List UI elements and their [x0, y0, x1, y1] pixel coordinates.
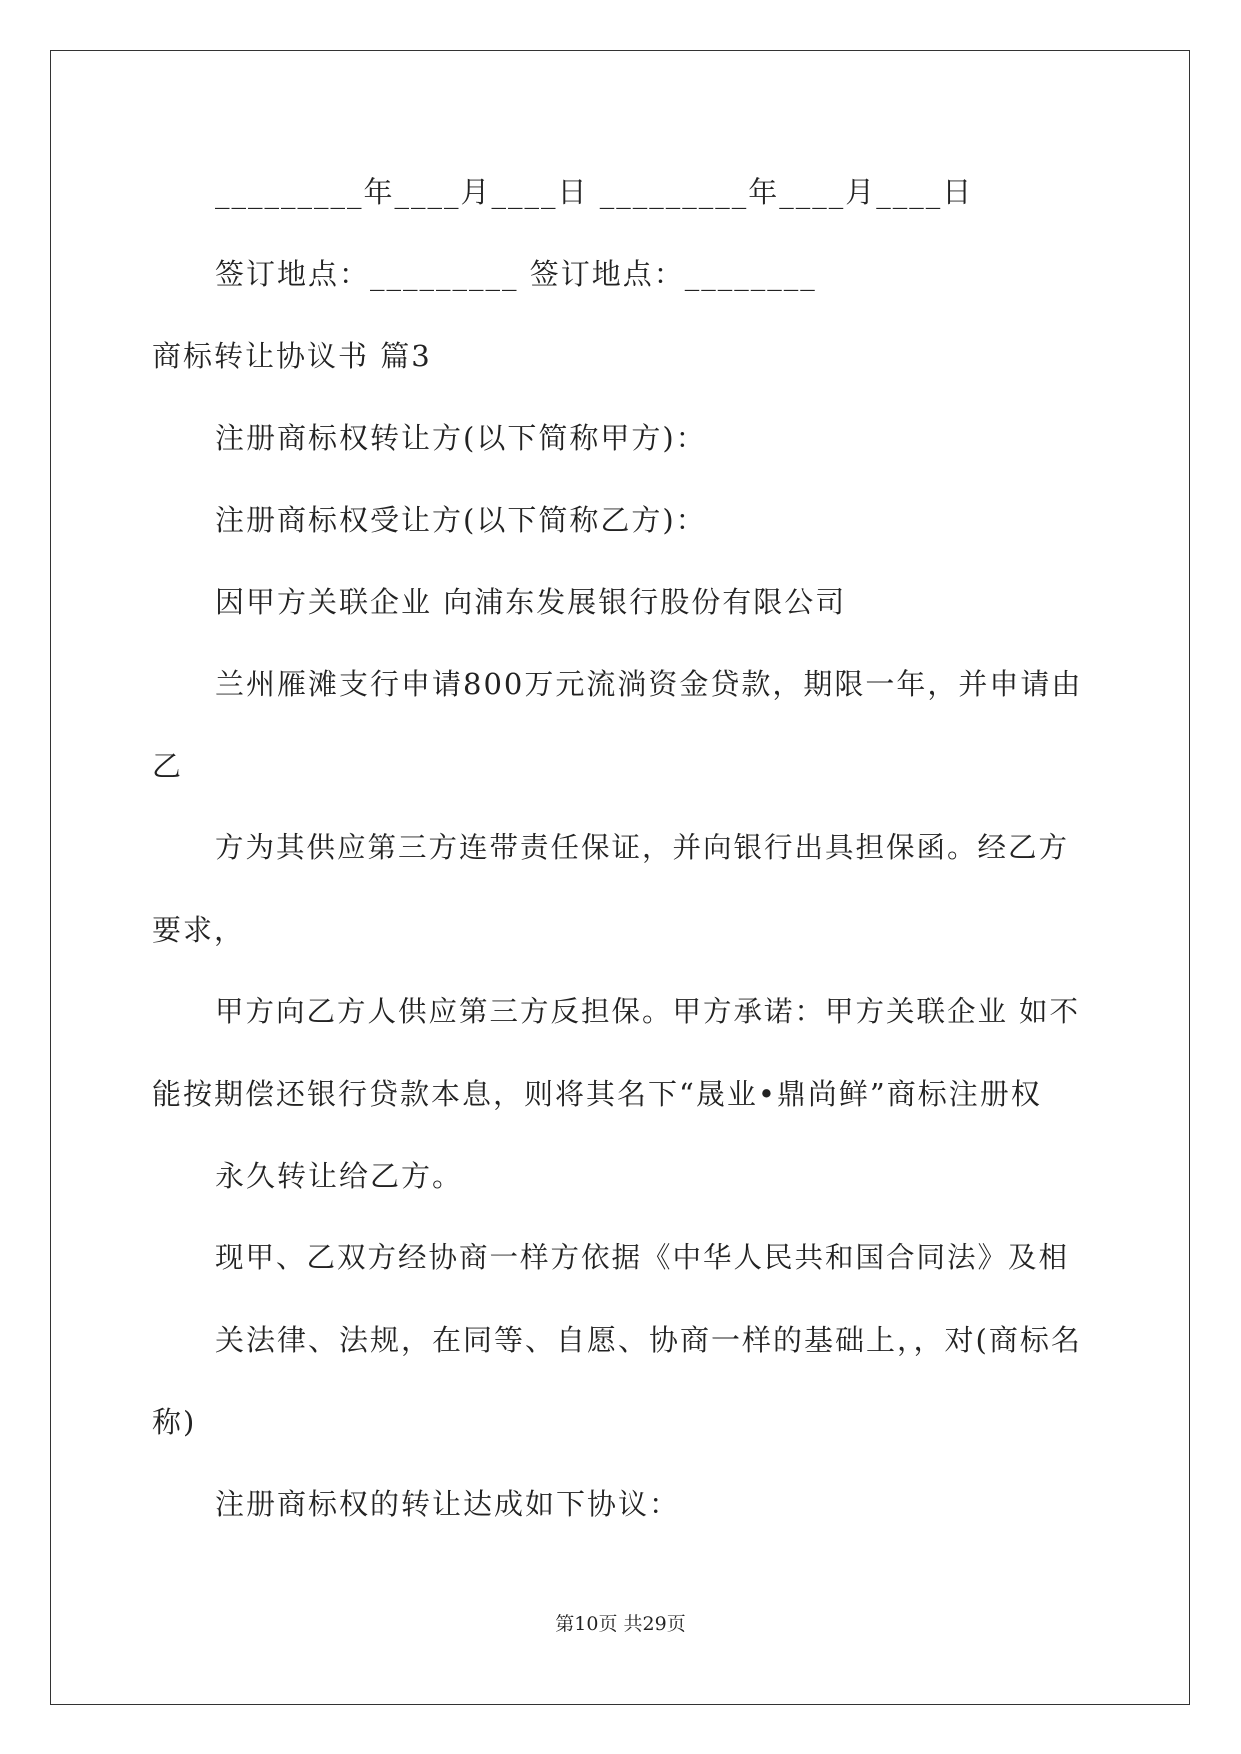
paragraph-line: 称) — [152, 1405, 197, 1439]
paragraph-line: 关法律、法规，在同等、自愿、协商一样的基础上，，对(商标名 — [215, 1323, 1082, 1357]
paragraph-line: 永久转让给乙方。 — [215, 1159, 464, 1193]
transferee-line: 注册商标权受让方(以下简称乙方)： — [215, 503, 707, 537]
paragraph-line: 能按期偿还银行贷款本息，则将其名下“晟业•鼎尚鲜”商标注册权 — [152, 1077, 1042, 1111]
paragraph-line: 甲方向乙方人供应第三方反担保。甲方承诺：甲方关联企业 如不 — [215, 995, 1081, 1028]
paragraph-line: 注册商标权的转让达成如下协议： — [215, 1487, 681, 1521]
paragraph-line: 兰州雁滩支行申请800万元流淌资金贷款，期限一年，并申请由 — [215, 667, 1083, 701]
paragraph-line: 要求， — [152, 913, 246, 947]
page-border — [50, 50, 1190, 1705]
section-heading: 商标转让协议书 篇3 — [152, 339, 432, 373]
transferor-line: 注册商标权转让方(以下简称甲方)： — [215, 421, 707, 455]
page-number-footer: 第10页 共29页 — [555, 1613, 686, 1635]
date-line: _________年____月____日 _________年____月____日 — [215, 175, 974, 209]
paragraph-line: 方为其供应第三方连带责任保证，并向银行出具担保函。经乙方 — [215, 831, 1070, 864]
paragraph-line: 乙 — [152, 749, 184, 783]
paragraph-line: 因甲方关联企业 向浦东发展银行股份有限公司 — [215, 585, 847, 619]
signing-place-line: 签订地点：_________ 签订地点：________ — [215, 257, 817, 291]
paragraph-line: 现甲、乙双方经协商一样方依据《中华人民共和国合同法》及相 — [215, 1241, 1070, 1274]
